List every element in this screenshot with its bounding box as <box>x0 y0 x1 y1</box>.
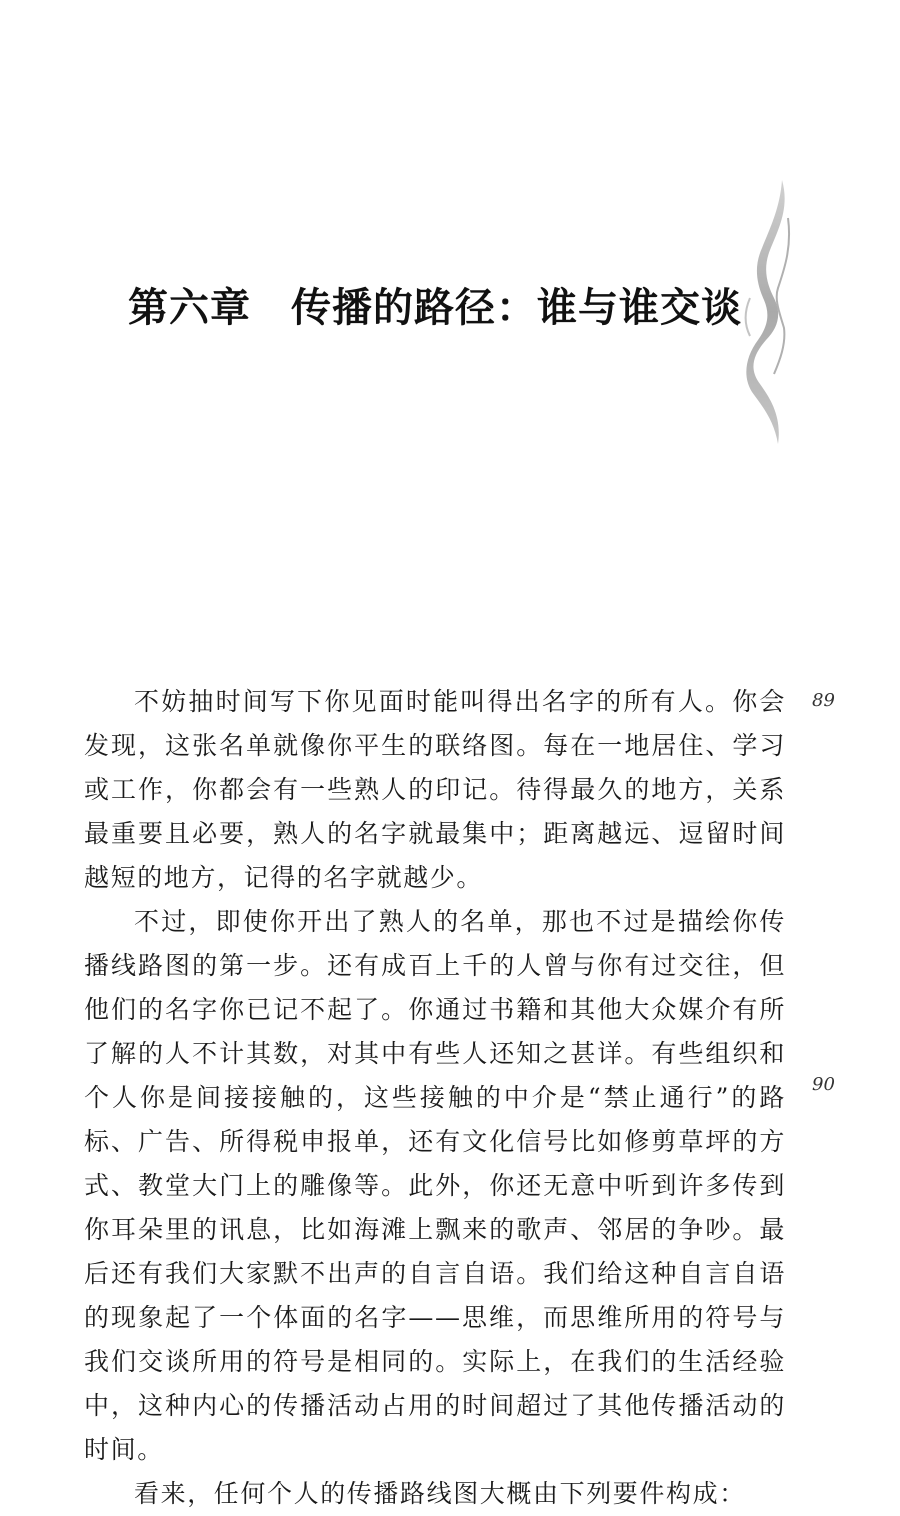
original-page-number-89: 89 <box>812 690 835 711</box>
paragraph-1: 不妨抽时间写下你见面时能叫得出名字的所有人。你会发现，这张名单就像你平生的联络图。每在一地居住、学习或工作，你都会有一些熟人的印记。待得最久的地方，关系最重要且必要，熟人的名字就最集中；距离越远、逗留时间越短的地方，记得的名字就越少。 <box>84 687 786 892</box>
flourish-ornament-icon <box>738 178 798 448</box>
chapter-title <box>128 276 742 333</box>
chapter-title-text: 传播的路径：谁与谁交谈 <box>291 285 742 331</box>
paragraph-2: 不过，即使你开出了熟人的名单，那也不过是描绘你传播线路图的第一步。还有成百上千的人曾与你有过交往，但他们的名字你已记不起了。你通过书籍和其他大众媒介有所了解的人不计其数，对其中有些人还知之甚详。有些组织和个人你是间接接触的，这些接触的中介是“禁止通行”的路标、广告、所得税申报单，还有文化信号比如修剪草坪的方式、教堂大门上的雕像等。此外，你还无意中听到许多传到你耳朵里的讯息，比如海滩上飘来的歌声、邻居的争吵。最后还有我们大家默不出声的自言自语。我们给这种自言自语的现象起了一个体面的名字——思维，而思维所用的符号与我们交谈所用的符号是相同的。实际上，在我们的生活经验中，这种内心的传播活动占用的时间超过了其他传播活动的时间。 <box>84 907 786 1464</box>
original-page-number-90: 90 <box>812 1074 835 1095</box>
chapter-label: 第六章 <box>128 285 251 331</box>
paragraph-3: 看来，任何个人的传播路线图大概由下列要件构成： <box>134 1479 746 1508</box>
body-text <box>84 680 786 1516</box>
